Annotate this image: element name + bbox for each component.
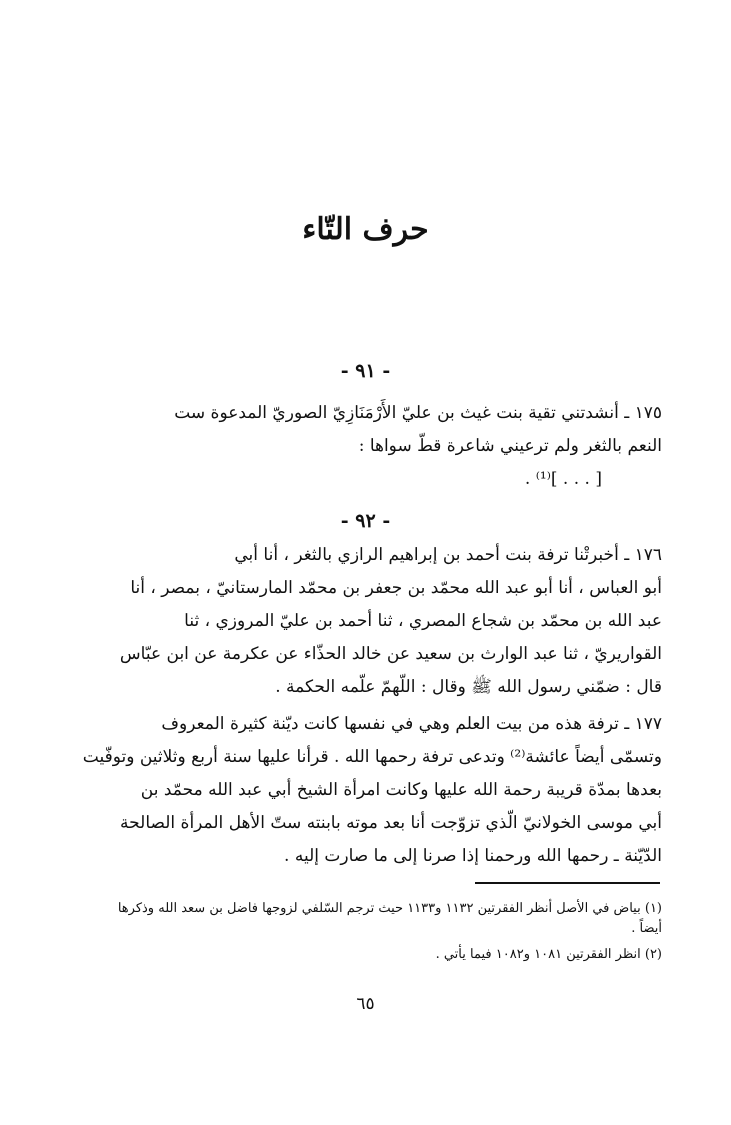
text-line: أبي موسى الخولانيّ الّذي تزوّجت أنا بعد موته بابنته ستّ الأهل المرأة الصالحة bbox=[120, 813, 662, 833]
text-line: النعم بالثغر ولم ترعيني شاعرة قطّ سواها : bbox=[358, 436, 662, 456]
text-line: ١٧٧ ـ ترفة هذه من بيت العلم وهي في نفسها كانت ديّنة كثيرة المعروف bbox=[161, 714, 662, 734]
footnote-divider bbox=[475, 882, 660, 884]
text-line: بعدها بمدّة قريبة رحمة الله عليها وكانت امرأة الشيخ أبي عبد الله محمّد بن bbox=[140, 780, 662, 800]
text-line: ١٧٥ ـ أنشدتني تقية بنت غيث بن عليّ الأَرْمَنَازِيّ الصوريّ المدعوة ست bbox=[174, 403, 662, 423]
text-line: [ . . . ]⁽¹⁾ . bbox=[524, 469, 602, 489]
text-line: أبو العباس ، أنا أبو عبد الله محمّد بن جعفر بن محمّد المارستانيّ ، بمصر ، أنا bbox=[130, 578, 662, 598]
paragraph-175 bbox=[70, 397, 662, 496]
footnote: (٢) انظر الفقرتين ١٠٨١ و١٠٨٢ فيما يأتي . bbox=[435, 947, 662, 962]
text-line: قال : ضمّني رسول الله ﷺ وقال : اللّهمّ علّمه الحكمة . bbox=[275, 677, 662, 697]
text-line: وتسمّى أيضاً عائشة⁽²⁾ وتدعى ترفة رحمها الله . قرأنا عليها سنة أربع وثلاثين وتوفّيت bbox=[82, 747, 662, 767]
section-number: - ٩٢ - bbox=[340, 510, 391, 532]
text-line: عبد الله بن محمّد بن شجاع المصري ، ثنا أحمد بن عليّ المروزي ، ثنا bbox=[184, 611, 662, 631]
footnotes bbox=[70, 896, 662, 968]
section-number: - ٩١ - bbox=[340, 360, 391, 382]
footnote: أيضاً . bbox=[631, 921, 662, 936]
footnote: (١) بياض في الأصل أنظر الفقرتين ١١٣٢ و١١٣٣ حيث ترجم السّلفي لزوجها فاضل بن سعد الله وذكرها bbox=[117, 901, 662, 916]
text-line: القواريريّ ، ثنا عبد الوارث بن سعيد عن خالد الحذّاء عن عكرمة عن ابن عبّاس bbox=[119, 644, 662, 664]
page-number: ٦٥ bbox=[356, 994, 375, 1014]
text-line: الدّيّنة ـ رحمها الله ورحمنا إذا صرنا إلى ما صارت إليه . bbox=[284, 846, 662, 866]
chapter-title: حرف التّاء bbox=[302, 212, 429, 247]
text-line: ١٧٦ ـ أخبرتْنا ترفة بنت أحمد بن إبراهيم الرازي بالثغر ، أنا أبي bbox=[234, 545, 662, 565]
paragraph-177 bbox=[70, 708, 662, 873]
paragraph-176 bbox=[70, 539, 662, 704]
